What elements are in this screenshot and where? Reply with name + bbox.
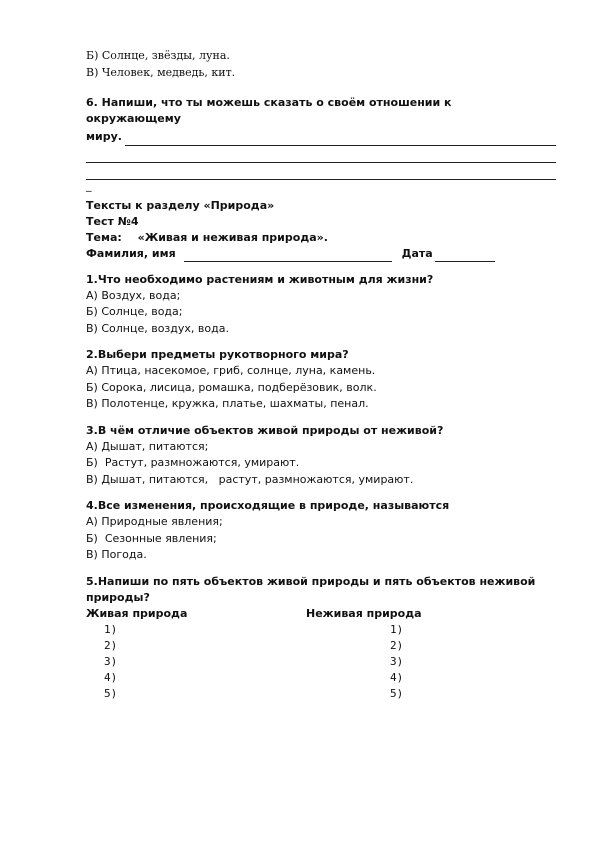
list-number[interactable]: 5): [104, 687, 118, 701]
worksheet-page: [86, 48, 556, 703]
answer-option[interactable]: В) Дышат, питаются, растут, размножаются, умирают.: [86, 472, 414, 486]
answer-line-3[interactable]: [86, 163, 556, 180]
question-title: 1.Что необходимо растениям и животным для жизни?: [86, 272, 434, 286]
list-number[interactable]: 4): [104, 671, 118, 685]
question-6-tail: миру.: [86, 130, 122, 143]
question-2: [86, 347, 556, 413]
test-header: [86, 198, 556, 262]
date-field[interactable]: [435, 250, 495, 262]
list-number[interactable]: 1): [104, 622, 118, 636]
answer-line-2[interactable]: [86, 146, 556, 163]
topic-text: «Живая и неживая природа».: [137, 230, 328, 244]
question-title: 3.В чём отличие объектов живой природы от неживой?: [86, 423, 444, 437]
question-3: [86, 423, 556, 489]
nonliving-list: [270, 622, 556, 703]
list-number[interactable]: 2): [104, 638, 118, 652]
answer-underline: [125, 134, 556, 146]
option-line: В) Человек, медведь, кит.: [86, 65, 236, 79]
answer-option[interactable]: А) Птица, насекомое, гриб, солнце, луна, камень.: [86, 364, 376, 377]
test-number: Тест №4: [86, 214, 139, 228]
question-4: [86, 498, 556, 564]
question-title: 4.Все изменения, происходящие в природе, называются: [86, 499, 450, 512]
name-field[interactable]: [184, 250, 392, 262]
answer-option[interactable]: Б) Растут, размножаются, умирают.: [86, 456, 300, 469]
list-number[interactable]: 3): [104, 654, 118, 668]
list-number[interactable]: 4): [390, 671, 404, 685]
column-headers: [86, 606, 556, 622]
answer-option[interactable]: Б) Сорока, лисица, ромашка, подберёзовик, волк.: [86, 380, 377, 394]
answer-option[interactable]: Б) Солнце, вода;: [86, 305, 183, 318]
answer-option[interactable]: А) Природные явления;: [86, 515, 223, 528]
topic-label: Тема:: [86, 230, 122, 244]
list-number[interactable]: 3): [390, 654, 404, 668]
question-1: [86, 272, 556, 338]
section-title: Тексты к разделу «Природа»: [86, 198, 275, 212]
question-6: [86, 95, 556, 192]
answer-option[interactable]: В) Полотенце, кружка, платье, шахматы, пенал.: [86, 397, 369, 410]
name-date-row: [86, 246, 556, 262]
answer-option[interactable]: Б) Сезонные явления;: [86, 531, 217, 545]
topic-row: [86, 230, 556, 246]
date-label: Дата: [401, 246, 433, 260]
living-nature-header: Живая природа: [86, 606, 188, 620]
answer-option[interactable]: В) Солнце, воздух, вода.: [86, 321, 229, 335]
living-list: [86, 622, 270, 703]
list-number[interactable]: 1): [390, 622, 404, 636]
stray-dash: _: [86, 178, 92, 192]
option-line: Б) Солнце, звёзды, луна.: [86, 49, 230, 62]
top-options: [86, 48, 556, 81]
question-title: 2.Выбери предметы рукотворного мира?: [86, 348, 349, 361]
question-5: [86, 574, 556, 703]
nonliving-nature-header: Неживая природа: [306, 606, 422, 620]
numbered-lists: [86, 622, 556, 703]
answer-option[interactable]: В) Погода.: [86, 548, 147, 561]
answer-option[interactable]: А) Дышат, питаются;: [86, 439, 209, 453]
answer-line-1[interactable]: [86, 129, 556, 146]
name-label: Фамилия, имя: [86, 246, 176, 260]
list-number[interactable]: 2): [390, 638, 404, 652]
question-6-title: 6. Напиши, что ты можешь сказать о своём отношении к окружающему: [86, 96, 452, 125]
list-number[interactable]: 5): [390, 687, 404, 701]
answer-option[interactable]: А) Воздух, вода;: [86, 288, 181, 302]
question-title: 5.Напиши по пять объектов живой природы и пять объектов неживой природы?: [86, 574, 536, 604]
